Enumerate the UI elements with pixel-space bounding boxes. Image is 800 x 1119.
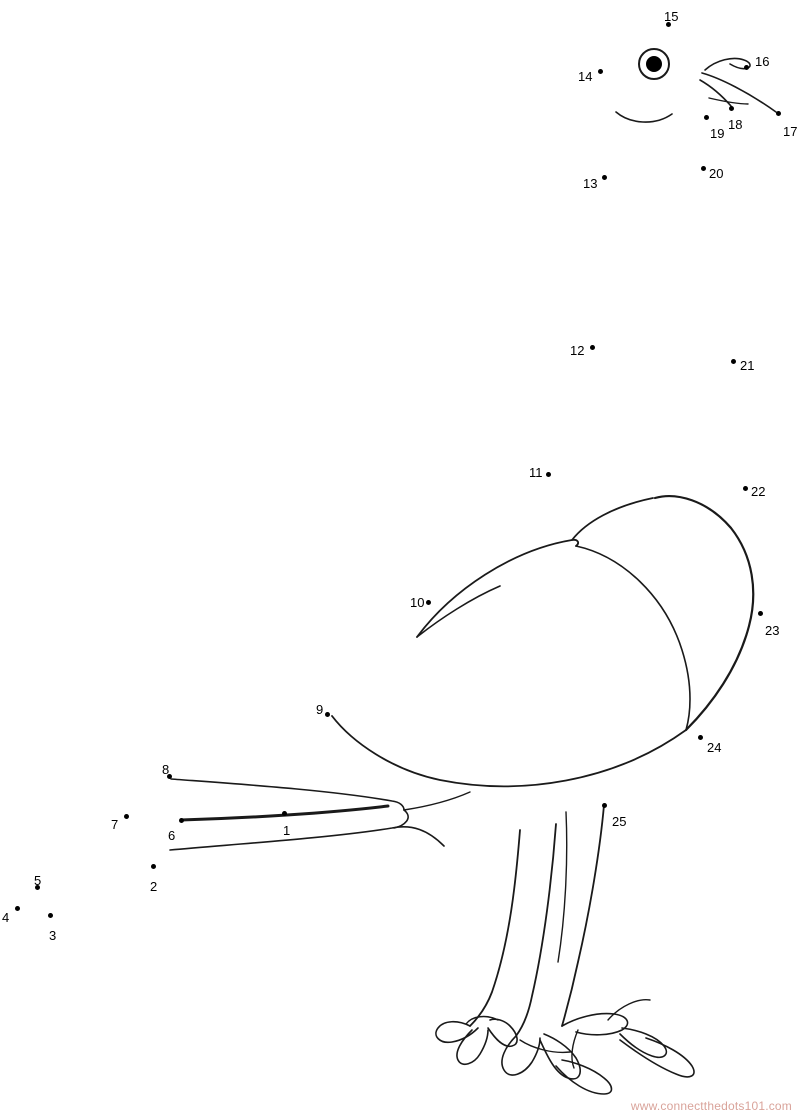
dot-number-label: 12 (570, 343, 585, 358)
head-back-curve (655, 496, 753, 730)
dot-number-label: 3 (49, 928, 57, 943)
right-foot-claw-a (562, 1014, 628, 1035)
dot-marker (546, 472, 551, 477)
dot-number-label: 4 (2, 910, 10, 925)
dot-marker (124, 814, 129, 819)
tail-lower-line (170, 827, 444, 850)
dot-marker (744, 65, 749, 70)
breast-curve (332, 716, 686, 786)
eye-pupil (646, 56, 662, 72)
tail-upper-line (171, 779, 404, 810)
left-foot-heel (466, 1017, 498, 1024)
dot-marker (590, 345, 595, 350)
dot-number-label: 23 (765, 623, 780, 638)
dot-number-label: 5 (34, 873, 42, 888)
dot-marker (48, 913, 53, 918)
dot-number-label: 21 (740, 358, 755, 373)
dot-marker (758, 611, 763, 616)
left-leg-back (516, 824, 556, 1036)
dot-number-label: 18 (728, 117, 743, 132)
dot-marker (704, 115, 709, 120)
dot-number-label: 7 (111, 817, 119, 832)
dot-number-label: 6 (168, 828, 176, 843)
left-leg-front (470, 830, 520, 1026)
dot-marker (602, 175, 607, 180)
dot-number-label: 15 (664, 9, 679, 24)
center-foot-claw-c (520, 1040, 570, 1052)
right-foot-claw-d (608, 1000, 650, 1020)
dot-marker (701, 166, 706, 171)
right-leg-back (558, 812, 567, 962)
left-foot-claw-b (457, 1030, 488, 1064)
dot-marker (731, 359, 736, 364)
shoulder-top-curve (572, 498, 653, 540)
dot-number-label: 11 (529, 465, 543, 480)
center-foot-claw-a (502, 1036, 540, 1075)
dot-marker (729, 106, 734, 111)
beak-outline (702, 73, 776, 112)
dot-number-label: 24 (707, 740, 722, 755)
right-leg-front (562, 805, 604, 1026)
tail-to-body-line (404, 792, 470, 810)
dot-number-label: 17 (783, 124, 798, 139)
dot-number-label: 20 (709, 166, 724, 181)
dot-number-label: 8 (162, 762, 170, 777)
dot-marker (15, 906, 20, 911)
site-watermark: www.connectthedots101.com (630, 1099, 792, 1113)
dot-marker (151, 864, 156, 869)
dot-number-label: 10 (410, 595, 425, 610)
dot-marker (282, 811, 287, 816)
dot-marker (325, 712, 330, 717)
dot-marker (598, 69, 603, 74)
dot-marker (426, 600, 431, 605)
dot-marker (698, 735, 703, 740)
dot-number-label: 16 (755, 54, 770, 69)
dot-number-label: 9 (316, 702, 324, 717)
dot-number-label: 1 (283, 823, 291, 838)
dot-number-label: 25 (612, 814, 627, 829)
dot-marker (776, 111, 781, 116)
left-foot-claw-c (488, 1019, 517, 1046)
dot-marker (743, 486, 748, 491)
tail-connector-line (394, 810, 408, 828)
cheek-line (616, 112, 672, 122)
dot-marker (602, 803, 607, 808)
dot-number-label: 19 (710, 126, 725, 141)
wing-upper-edge (417, 540, 578, 637)
wing-lower-curve (576, 546, 690, 730)
dot-marker (179, 818, 184, 823)
dot-number-label: 14 (578, 69, 593, 84)
dot-number-label: 22 (751, 484, 766, 499)
dot-number-label: 2 (150, 879, 158, 894)
dot-number-label: 13 (583, 176, 598, 191)
